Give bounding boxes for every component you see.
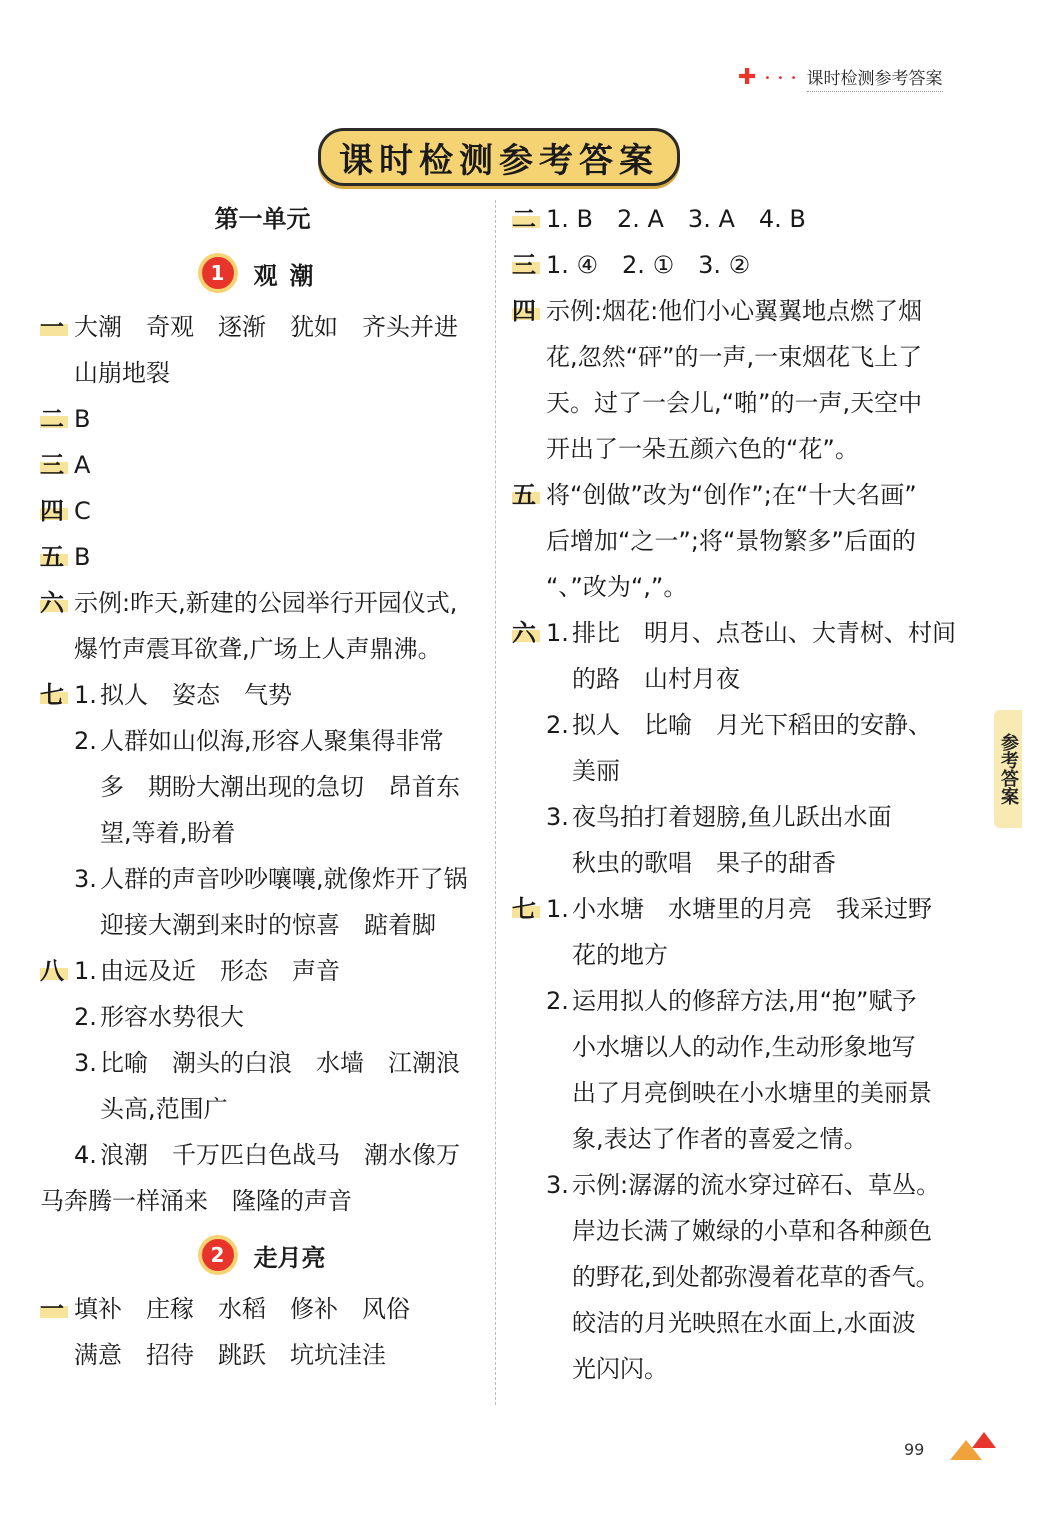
answer-line: 头高,范围广 — [100, 1095, 228, 1123]
answer-block — [40, 672, 485, 948]
answer-block — [512, 610, 972, 886]
question-number: 五 — [40, 534, 74, 580]
answer-line: 人群的声音吵吵嚷嚷,就像炸开了锅 — [100, 865, 468, 893]
plus-icon: ✚ — [738, 65, 757, 90]
answer-line: 天。过了一会儿,“啪”的一声,天空中 — [546, 389, 923, 417]
question-number: 八 — [40, 948, 74, 1178]
question-number: 三 — [512, 242, 546, 288]
answer-line: 花的地方 — [572, 941, 668, 969]
answer-block — [512, 196, 972, 242]
answer-block — [40, 304, 485, 396]
answer-line: “、”改为“,”。 — [546, 573, 688, 601]
question-number: 七 — [40, 672, 74, 948]
answer-line: 多 期盼大潮出现的急切 昂首东 — [100, 773, 460, 801]
sub-answer — [546, 1162, 972, 1392]
sub-number: 3. — [546, 803, 569, 831]
answer-line: 拟人 姿态 气势 — [100, 681, 292, 709]
sub-number: 1. — [546, 619, 569, 647]
answer-line: 的野花,到处都弥漫着花草的香气。 — [572, 1263, 940, 1291]
question-number: 三 — [40, 442, 74, 488]
answer-line: 爆竹声震耳欲聋,广场上人声鼎沸。 — [74, 635, 442, 663]
answer-line: 示例:潺潺的流水穿过碎石、草丛。 — [572, 1171, 941, 1199]
answer-line: 象,表达了作者的喜爱之情。 — [572, 1125, 868, 1153]
lesson-heading-2 — [40, 1224, 485, 1286]
answer-block — [40, 948, 485, 1178]
lesson-title: 观潮 — [253, 261, 326, 290]
side-tab: 参考答案 — [994, 710, 1022, 828]
answer-line: 1. B 2. A 3. A 4. B — [546, 205, 806, 233]
answer-line: 皎洁的月光映照在水面上,水面波 — [572, 1309, 916, 1337]
sub-number: 2. — [546, 711, 569, 739]
lesson-number-badge: 1 — [200, 255, 236, 291]
left-column — [40, 196, 485, 1378]
answer-line: 小水塘以人的动作,生动形象地写 — [572, 1033, 916, 1061]
header-title: 课时检测参考答案 — [807, 64, 943, 92]
answer-block — [512, 242, 972, 288]
answer-line: 满意 招待 跳跃 坑坑洼洼 — [74, 1341, 386, 1369]
answer-line: 岸边长满了嫩绿的小草和各种颜色 — [572, 1217, 932, 1245]
answer-line: 的路 山村月夜 — [572, 665, 740, 693]
answer-line: 迎接大潮到来时的惊喜 踮着脚 — [100, 911, 436, 939]
answer-line: 将“创做”改为“创作”;在“十大名画” — [546, 481, 917, 509]
sub-number: 1. — [546, 895, 569, 923]
answer-line: 由远及近 形态 声音 — [100, 957, 340, 985]
dots-decoration: • • • — [764, 72, 799, 84]
right-column — [512, 196, 972, 1392]
question-number: 四 — [512, 288, 546, 472]
answer-line: 秋虫的歌唱 果子的甜香 — [572, 849, 836, 877]
answer-block — [512, 886, 972, 1392]
question-number: 七 — [512, 886, 546, 1392]
answer-line: 开出了一朵五颜六色的“花”。 — [546, 435, 859, 463]
sub-number: 2. — [546, 987, 569, 1015]
answer-line: 后增加“之一”;将“景物繁多”后面的 — [546, 527, 916, 555]
sub-answer — [546, 702, 972, 794]
answer-block — [40, 1286, 485, 1378]
answer-line: 大潮 奇观 逐渐 犹如 齐头并进 — [74, 313, 458, 341]
question-number: 二 — [512, 196, 546, 242]
lesson-heading-1 — [40, 242, 485, 304]
sub-number: 3. — [74, 1049, 97, 1077]
question-number: 一 — [40, 1286, 74, 1378]
page-header — [738, 64, 943, 92]
sub-number: 1. — [74, 957, 97, 985]
answer-line: 1. ④ 2. ① 3. ② — [546, 251, 751, 279]
answer-line: 花,忽然“砰”的一声,一束烟花飞上了 — [546, 343, 923, 371]
answer-line: 示例:烟花:他们小心翼翼地点燃了烟 — [546, 297, 923, 325]
answer-block — [512, 288, 972, 472]
answer-block — [40, 534, 485, 580]
answer-line: 示例:昨天,新建的公园举行开园仪式, — [74, 589, 458, 617]
answer-block — [40, 442, 485, 488]
answer-line: 形容水势很大 — [100, 1003, 244, 1031]
question-number: 六 — [40, 580, 74, 672]
answer-block — [40, 396, 485, 442]
column-divider — [495, 200, 496, 1405]
answer-line: C — [74, 497, 91, 525]
answer-line: 光闪闪。 — [572, 1355, 668, 1383]
answer-block — [40, 580, 485, 672]
triangle-decoration — [972, 1432, 996, 1448]
sub-answer — [546, 886, 972, 978]
answer-line: 马奔腾一样涌来 隆隆的声音 — [40, 1187, 352, 1215]
sub-answer — [74, 672, 485, 718]
sub-answer — [74, 948, 485, 994]
sub-answer — [74, 1132, 485, 1178]
sub-answer — [74, 1040, 485, 1132]
sub-number: 3. — [546, 1171, 569, 1199]
sub-number: 2. — [74, 727, 97, 755]
unit-title: 第一单元 — [214, 205, 311, 233]
answer-line: B — [74, 543, 91, 571]
question-number: 六 — [512, 610, 546, 886]
answer-line: 望,等着,盼着 — [100, 819, 236, 847]
answer-line: 小水塘 水塘里的月亮 我采过野 — [572, 895, 932, 923]
sub-number: 2. — [74, 1003, 97, 1031]
answer-block — [40, 488, 485, 534]
answer-line: A — [74, 451, 91, 479]
question-number: 一 — [40, 304, 74, 396]
answer-line: 人群如山似海,形容人聚集得非常 — [100, 727, 444, 755]
lesson-number-badge: 2 — [200, 1237, 236, 1273]
sub-number: 4. — [74, 1141, 97, 1169]
sub-answer — [74, 994, 485, 1040]
answer-line: 浪潮 千万匹白色战马 潮水像万 — [100, 1141, 460, 1169]
answer-line: 排比 明月、点苍山、大青树、村间 — [572, 619, 956, 647]
sub-answer — [546, 978, 972, 1162]
sub-answer — [74, 856, 485, 948]
answer-line: 运用拟人的修辞方法,用“抱”赋予 — [572, 987, 917, 1015]
question-number: 四 — [40, 488, 74, 534]
sub-number: 3. — [74, 865, 97, 893]
answer-line: 比喻 潮头的白浪 水墙 江潮浪 — [100, 1049, 460, 1077]
answer-line: 拟人 比喻 月光下稻田的安静、 — [572, 711, 932, 739]
sub-number: 1. — [74, 681, 97, 709]
answer-line: 美丽 — [572, 757, 620, 785]
answer-line: 夜鸟拍打着翅膀,鱼儿跃出水面 — [572, 803, 892, 831]
sub-answer — [546, 794, 972, 886]
question-number: 五 — [512, 472, 546, 610]
lesson-title: 走月亮 — [253, 1243, 326, 1272]
answer-line: 山崩地裂 — [74, 359, 170, 387]
sub-answer — [74, 718, 485, 856]
banner-title: 课时检测参考答案 — [339, 140, 659, 181]
question-number: 二 — [40, 396, 74, 442]
answer-line: 填补 庄稼 水稻 修补 风俗 — [74, 1295, 410, 1323]
answer-line: B — [74, 405, 91, 433]
answer-block — [512, 472, 972, 610]
answer-line: 出了月亮倒映在小水塘里的美丽景 — [572, 1079, 932, 1107]
page-number: 99 — [904, 1440, 925, 1459]
sub-answer — [546, 610, 972, 702]
title-banner — [318, 128, 680, 186]
